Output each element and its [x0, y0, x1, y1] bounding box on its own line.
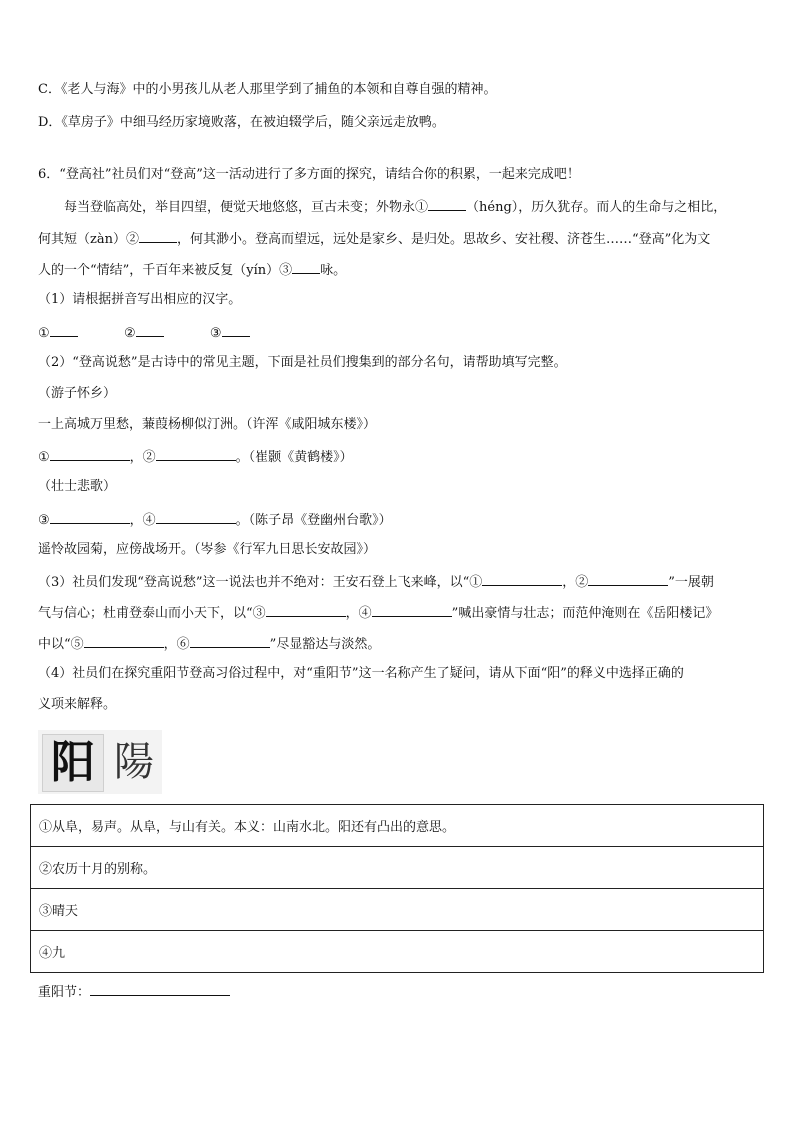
table-row [31, 931, 764, 973]
sub3-blank-4[interactable] [372, 602, 452, 617]
answer-row: 重阳节： [38, 981, 230, 1003]
definition-2: ②农历十月的别称。 [31, 847, 764, 889]
poem-blanks-1: ① ，② 。（崔颢《黄鹤楼》） [38, 446, 353, 468]
table-row [31, 847, 764, 889]
sub-question-1: （1）请根据拼音写出相应的汉字。 [38, 292, 242, 307]
yang-character-image [38, 730, 162, 794]
answer-blank-2[interactable] [136, 322, 164, 337]
blank-2[interactable] [139, 228, 177, 243]
definition-4: ④九 [31, 931, 764, 973]
sub3-blank-6[interactable] [190, 633, 270, 648]
poem-blank-1[interactable] [50, 446, 130, 461]
sub-question-1-blanks: ① ② ③ [38, 322, 250, 344]
poem-line-1: 一上高城万里愁，蒹葭杨柳似汀洲。（许浑《咸阳城东楼》） [38, 417, 377, 432]
blank-1[interactable] [428, 196, 466, 211]
blank-3[interactable] [292, 259, 320, 274]
answer-blank-1[interactable] [50, 322, 78, 337]
definition-3: ③晴天 [31, 889, 764, 931]
sub-question-3-line-3: 中以“⑤ ，⑥ ”尽显豁达与淡然。 [38, 633, 380, 655]
poem-blanks-2: ③ ，④ 。（陈子昂《登幽州台歌》） [38, 509, 392, 531]
simplified-yang-glyph: 阳 [42, 734, 104, 792]
option-d: D．《草房子》中细马经历家境败落，在被迫辍学后，随父亲远走放鸭。 [38, 115, 445, 130]
group-label-homesick: （游子怀乡） [38, 386, 117, 401]
sub-question-4-line-2: 义项来解释。 [38, 697, 117, 712]
poem-blank-3[interactable] [50, 509, 130, 524]
poem-blank-2[interactable] [156, 446, 236, 461]
answer-input-line[interactable] [90, 981, 230, 996]
traditional-yang-glyph: 陽 [114, 739, 154, 785]
group-label-heroic: （壮士悲歌） [38, 479, 117, 494]
sub3-blank-3[interactable] [266, 602, 346, 617]
sub3-blank-1[interactable] [482, 571, 562, 586]
table-row [31, 889, 764, 931]
option-c: C．《老人与海》中的小男孩儿从老人那里学到了捕鱼的本领和自尊自强的精神。 [38, 82, 497, 97]
sub-question-3-line-1: （3）社员们发现“登高说愁”这一说法也并不绝对：王安石登上飞来峰，以“① ，② ”一展朝 [38, 571, 714, 593]
definitions-table [30, 804, 764, 973]
poem-line-4: 遥怜故园菊，应傍战场开。（岑参《行军九日思长安故园》） [38, 542, 377, 557]
definition-1: ①从阜，易声。从阜，与山有关。本义：山南水北。阳还有凸出的意思。 [31, 805, 764, 847]
sub-question-3-line-2: 气与信心；杜甫登泰山而小天下，以“③ ，④ ”喊出豪情与壮志；而范仲淹则在《岳阳楼记》 [38, 602, 718, 624]
question-6-title: 6．“登高社”社员们对“登高”这一活动进行了多方面的探究，请结合你的积累，一起来完成吧！ [38, 167, 580, 182]
sub-question-4-line-1: （4）社员们在探究重阳节登高习俗过程中，对“重阳节”这一名称产生了疑问，请从下面“阳”的释义中选择正确的 [38, 666, 684, 681]
table-row [31, 805, 764, 847]
sub3-blank-2[interactable] [588, 571, 668, 586]
answer-blank-3[interactable] [222, 322, 250, 337]
sub3-blank-5[interactable] [84, 633, 164, 648]
poem-blank-4[interactable] [156, 509, 236, 524]
sub-question-2: （2）“登高说愁”是古诗中的常见主题，下面是社员们搜集到的部分名句，请帮助填写完整。 [38, 355, 567, 370]
passage-line-1: 每当登临高处，举目四望，便觉天地悠悠，亘古未变；外物永① （héng），历久犹存。而人的生命与之相比， [64, 196, 726, 218]
passage-line-2: 何其短（zàn）② ，何其渺小。登高而望远，远处是家乡、是归处。思故乡、安社稷、济苍生……“登高”化为文 [38, 228, 710, 250]
passage-line-3: 人的一个“情结”，千百年来被反复（yín）③ 咏。 [38, 259, 346, 281]
